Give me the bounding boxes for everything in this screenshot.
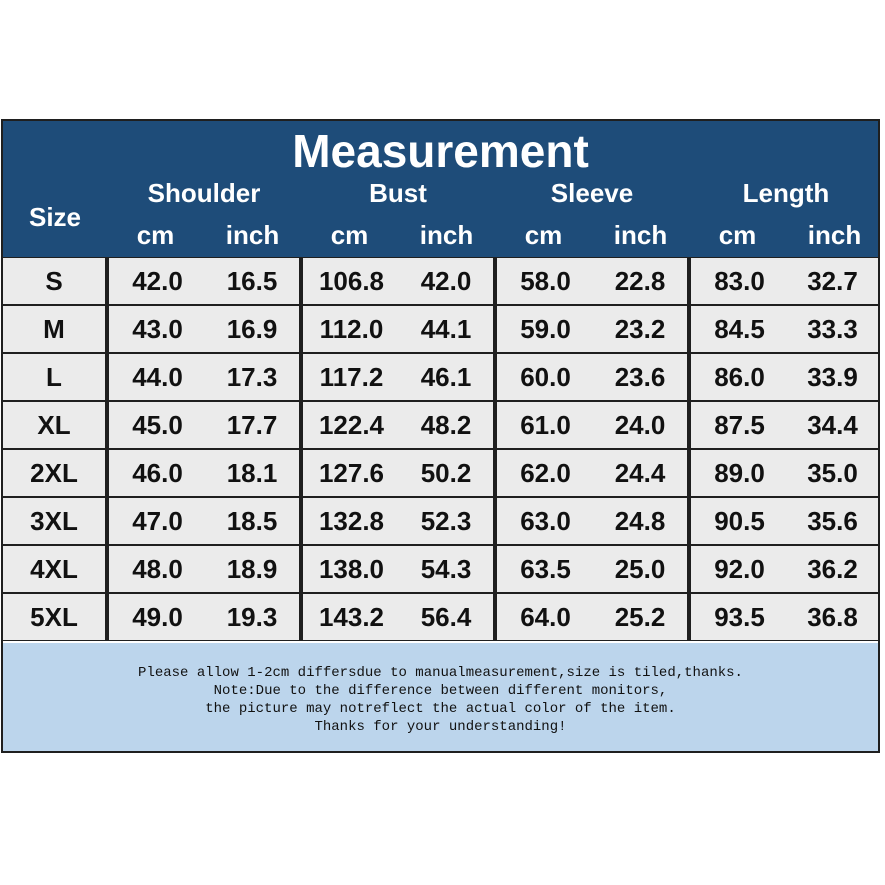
value-cell-sleeve-cm: 64.0 [497,594,594,640]
value-cell-shoulder-cm: 46.0 [109,450,206,496]
value-cell-sleeve-inch: 24.4 [593,450,687,496]
value-cell-length-cm: 89.0 [691,450,788,496]
unit-header-sleeve-inch: inch [613,220,668,250]
value-cell-sleeve-cm: 60.0 [497,354,594,400]
table-row [3,354,878,400]
value-cell-length-inch: 36.8 [787,594,878,640]
value-cell-bust-inch: 50.2 [399,450,493,496]
value-cell-length-cm: 90.5 [691,498,788,544]
value-cell-shoulder-inch: 19.3 [205,594,299,640]
unit-header-length-inch: inch [807,220,862,250]
table-row [3,498,878,544]
value-cell-length-inch: 34.4 [787,402,878,448]
value-cell-shoulder-inch: 16.5 [205,258,299,304]
value-cell-bust-inch: 48.2 [399,402,493,448]
value-cell-sleeve-cm: 61.0 [497,402,594,448]
size-chart [1,119,880,753]
value-cell-sleeve-cm: 63.0 [497,498,594,544]
header-length: Length [742,178,830,208]
note-line: the picture may notreflect the actual color of the item. [205,701,676,717]
header-shoulder: Shoulder [147,178,261,208]
unit-header-bust-cm: cm [330,220,369,250]
value-cell-sleeve-inch: 24.8 [593,498,687,544]
value-cell-sleeve-inch: 22.8 [593,258,687,304]
value-cell-bust-inch: 44.1 [399,306,493,352]
value-cell-bust-inch: 42.0 [399,258,493,304]
value-cell-length-cm: 86.0 [691,354,788,400]
header-bust: Bust [369,178,427,208]
size-cell: 5XL [3,594,105,640]
value-cell-shoulder-cm: 49.0 [109,594,206,640]
value-cell-length-inch: 32.7 [787,258,878,304]
value-cell-bust-cm: 117.2 [303,354,400,400]
unit-header-shoulder-inch: inch [225,220,280,250]
value-cell-bust-inch: 56.4 [399,594,493,640]
size-cell: L [3,354,105,400]
value-cell-bust-cm: 127.6 [303,450,400,496]
value-cell-sleeve-inch: 25.2 [593,594,687,640]
value-cell-bust-cm: 143.2 [303,594,400,640]
value-cell-shoulder-cm: 42.0 [109,258,206,304]
value-cell-sleeve-inch: 25.0 [593,546,687,592]
table-row [3,402,878,448]
value-cell-length-cm: 84.5 [691,306,788,352]
value-cell-sleeve-cm: 63.5 [497,546,594,592]
note-line: Note:Due to the difference between different monitors, [213,683,668,699]
size-cell: 3XL [3,498,105,544]
value-cell-bust-cm: 112.0 [303,306,400,352]
note-line: Please allow 1-2cm differsdue to manualmeasurement,size is tiled,thanks. [138,665,743,681]
value-cell-length-cm: 87.5 [691,402,788,448]
unit-header-sleeve-cm: cm [524,220,563,250]
value-cell-bust-inch: 52.3 [399,498,493,544]
value-cell-sleeve-cm: 62.0 [497,450,594,496]
value-cell-sleeve-inch: 23.6 [593,354,687,400]
value-cell-length-inch: 33.9 [787,354,878,400]
size-cell: XL [3,402,105,448]
table-row [3,306,878,352]
value-cell-bust-cm: 122.4 [303,402,400,448]
value-cell-bust-cm: 106.8 [303,258,400,304]
size-column-header: Size [28,202,82,232]
value-cell-shoulder-inch: 18.9 [205,546,299,592]
value-cell-shoulder-inch: 18.5 [205,498,299,544]
size-cell: 2XL [3,450,105,496]
value-cell-length-inch: 35.6 [787,498,878,544]
value-cell-sleeve-cm: 59.0 [497,306,594,352]
value-cell-sleeve-inch: 23.2 [593,306,687,352]
note-line: Thanks for your understanding! [314,719,567,735]
notes-panel [3,643,878,751]
value-cell-shoulder-inch: 18.1 [205,450,299,496]
value-cell-sleeve-cm: 58.0 [497,258,594,304]
value-cell-bust-inch: 54.3 [399,546,493,592]
value-cell-length-inch: 33.3 [787,306,878,352]
measurement-rows [3,257,878,641]
value-cell-length-cm: 93.5 [691,594,788,640]
value-cell-bust-cm: 132.8 [303,498,400,544]
value-cell-shoulder-inch: 17.7 [205,402,299,448]
table-row [3,546,878,592]
value-cell-shoulder-cm: 43.0 [109,306,206,352]
value-cell-length-inch: 36.2 [787,546,878,592]
value-cell-shoulder-cm: 47.0 [109,498,206,544]
table-row [3,450,878,496]
size-cell: 4XL [3,546,105,592]
value-cell-shoulder-inch: 17.3 [205,354,299,400]
size-cell: M [3,306,105,352]
value-cell-bust-inch: 46.1 [399,354,493,400]
table-row [3,258,878,304]
value-cell-shoulder-cm: 45.0 [109,402,206,448]
size-cell: S [3,258,105,304]
value-cell-length-cm: 92.0 [691,546,788,592]
value-cell-length-inch: 35.0 [787,450,878,496]
value-cell-shoulder-cm: 48.0 [109,546,206,592]
unit-header-bust-inch: inch [419,220,474,250]
unit-header-shoulder-cm: cm [136,220,175,250]
table-header [3,121,878,257]
value-cell-length-cm: 83.0 [691,258,788,304]
value-cell-sleeve-inch: 24.0 [593,402,687,448]
unit-header-length-cm: cm [718,220,757,250]
header-sleeve: Sleeve [550,178,634,208]
value-cell-shoulder-cm: 44.0 [109,354,206,400]
table-row [3,594,878,640]
value-cell-bust-cm: 138.0 [303,546,400,592]
value-cell-shoulder-inch: 16.9 [205,306,299,352]
chart-title: Measurement [292,125,589,177]
